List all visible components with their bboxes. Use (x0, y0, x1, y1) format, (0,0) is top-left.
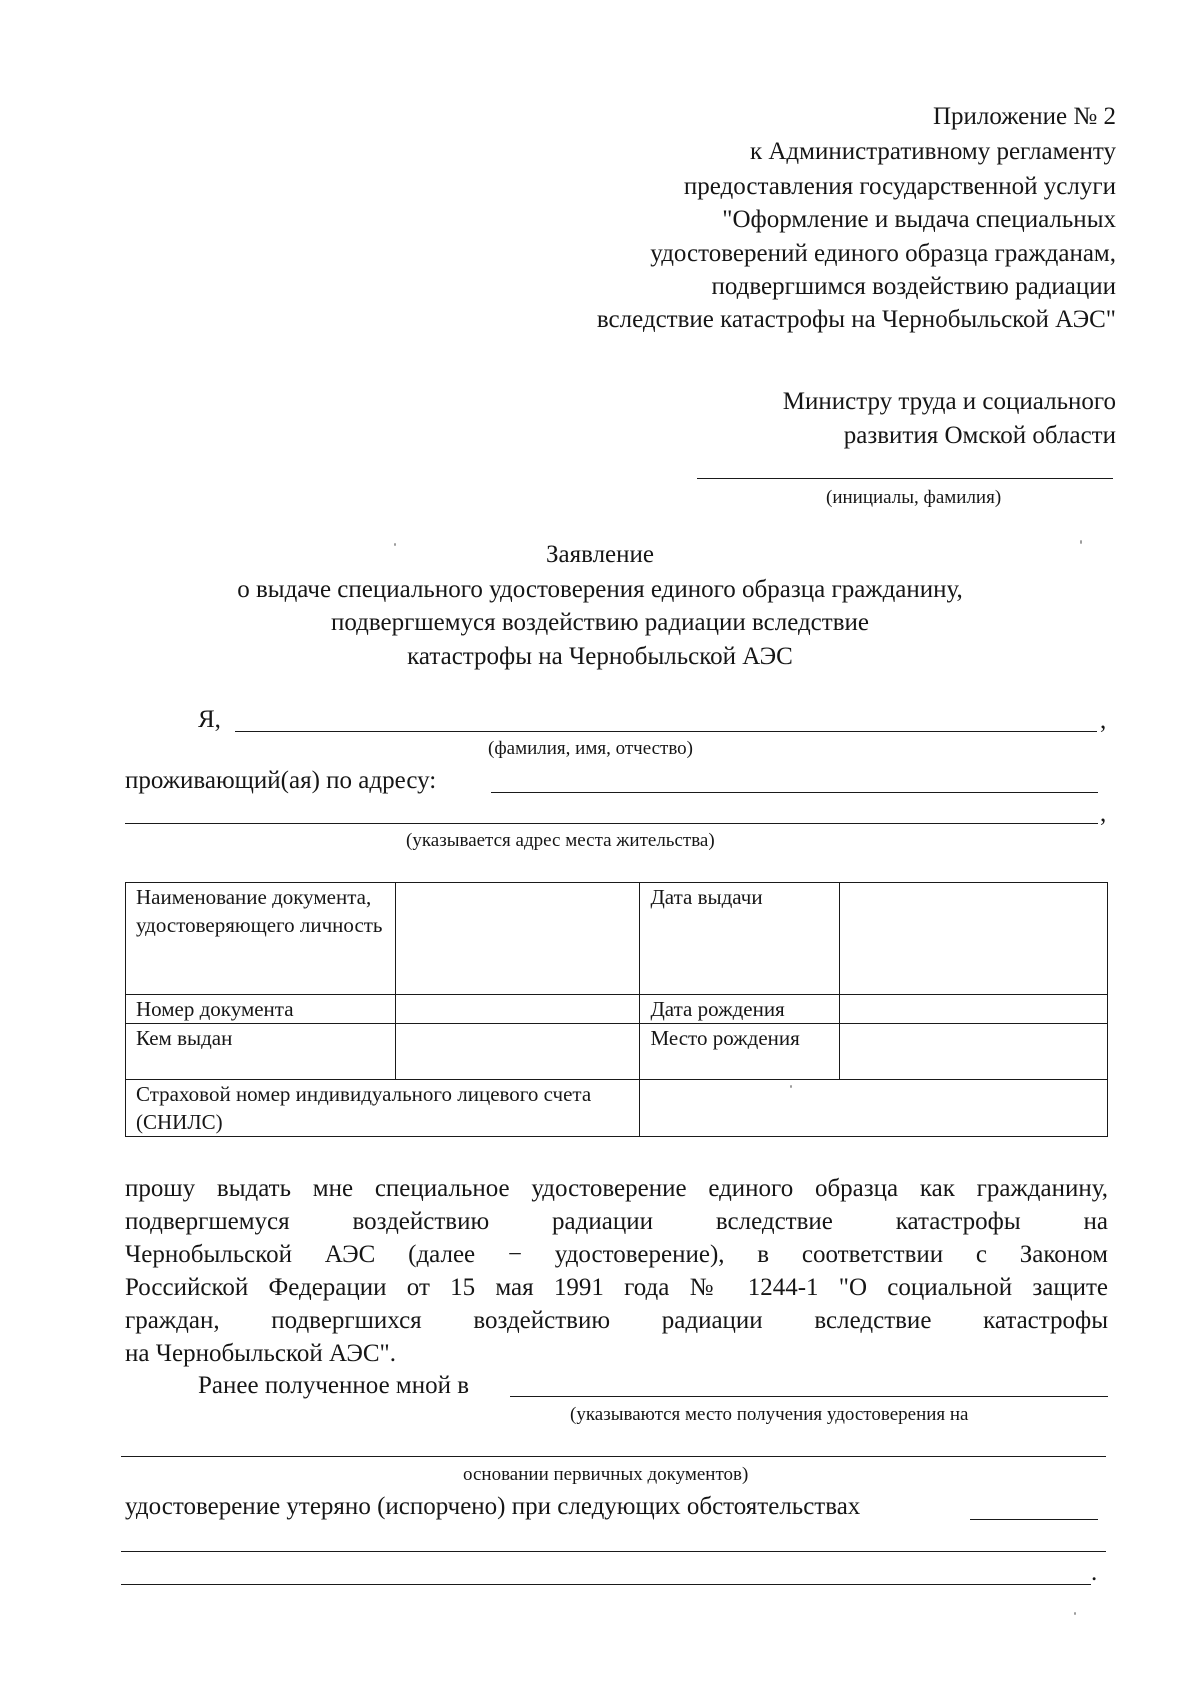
applicant-name-hint: (фамилия, имя, отчество) (488, 738, 694, 759)
lost-circumstances-label: удостоверение утеряно (испорчено) при следующих обстоятельствах (125, 1493, 861, 1520)
previous-place-field-2[interactable] (121, 1456, 1106, 1457)
snils-label: Страховой номер индивидуального лицевого счета (СНИЛС) (126, 1080, 640, 1137)
previous-place-hint: (указываются место получения удостоверения на (570, 1404, 969, 1425)
title-line: катастрофы на Чернобыльской АЭС (407, 643, 793, 670)
address-comma: , (1100, 800, 1107, 827)
addressee-name-field[interactable] (697, 478, 1113, 479)
lost-circumstances-field-2[interactable] (121, 1551, 1106, 1552)
birth-place-label: Место рождения (640, 1024, 840, 1080)
appendix-line: предоставления государственной услуги (683, 173, 1116, 200)
addressee-line: Министру труда и социального (782, 388, 1116, 415)
request-line: граждан, подвергшихся воздействию радиации вследствие катастрофы (125, 1307, 1108, 1334)
address-field-line-1[interactable] (491, 792, 1098, 793)
address-hint: (указывается адрес места жительства) (406, 830, 715, 851)
page-title: Заявление (545, 541, 655, 568)
scan-speck (1074, 1612, 1076, 1615)
doc-name-label: Наименование документа, удостоверяющего личность (126, 883, 396, 995)
appendix-line: подвергшимся воздействию радиации (711, 273, 1116, 300)
applicant-name-comma: , (1100, 707, 1107, 734)
scan-speck (394, 543, 396, 546)
appendix-line: удостоверений единого образца гражданам, (650, 240, 1116, 267)
birth-date-value[interactable] (840, 995, 1108, 1024)
table-row (126, 995, 1108, 1024)
issued-by-label: Кем выдан (126, 1024, 396, 1080)
address-label: проживающий(ая) по адресу: (125, 767, 437, 794)
doc-name-value[interactable] (395, 883, 640, 995)
applicant-name-field[interactable] (235, 731, 1097, 732)
previous-place-field[interactable] (510, 1396, 1108, 1397)
request-line: на Чернобыльской АЭС". (125, 1340, 397, 1367)
doc-number-label: Номер документа (126, 995, 396, 1024)
issued-by-value[interactable] (395, 1024, 640, 1080)
doc-number-value[interactable] (395, 995, 640, 1024)
issue-date-value[interactable] (840, 883, 1108, 995)
birth-date-label: Дата рождения (640, 995, 840, 1024)
addressee-line: развития Омской области (843, 422, 1116, 449)
final-period: . (1091, 1559, 1098, 1586)
applicant-prefix: Я, (198, 706, 221, 733)
appendix-line: к Административному регламенту (749, 138, 1116, 165)
request-line: Российской Федерации от 15 мая 1991 года № 1244-1 "О социальной защите (125, 1274, 1108, 1301)
appendix-line: "Оформление и выдача специальных (722, 206, 1116, 233)
addressee-name-hint: (инициалы, фамилия) (826, 487, 1002, 508)
request-line: подвергшемуся воздействию радиации вследствие катастрофы на (125, 1208, 1108, 1235)
lost-circumstances-field-1[interactable] (970, 1519, 1098, 1520)
scan-speck (1080, 540, 1082, 544)
appendix-line: вследствие катастрофы на Чернобыльской АЭС" (596, 306, 1116, 333)
previous-place-hint-2: основании первичных документов) (463, 1464, 749, 1485)
birth-place-value[interactable] (840, 1024, 1108, 1080)
lost-circumstances-field-3[interactable] (121, 1584, 1091, 1585)
title-line: о выдаче специального удостоверения единого образца гражданину, (237, 576, 963, 603)
scan-speck (790, 1085, 792, 1088)
identity-document-table (125, 882, 1108, 1137)
table-row (126, 883, 1108, 995)
request-line: Чернобыльской АЭС (далее − удостоверение), в соответствии с Законом (125, 1241, 1108, 1268)
issue-date-label: Дата выдачи (640, 883, 840, 995)
table-row (126, 1024, 1108, 1080)
appendix-number: Приложение № 2 (932, 103, 1116, 130)
table-row (126, 1080, 1108, 1137)
previous-label: Ранее полученное мной в (198, 1372, 470, 1399)
title-line: подвергшемуся воздействию радиации вследствие (331, 609, 869, 636)
request-line: прошу выдать мне специальное удостоверение единого образца как гражданину, (125, 1175, 1108, 1202)
snils-value[interactable] (640, 1080, 1108, 1137)
address-field-line-2[interactable] (125, 823, 1098, 824)
